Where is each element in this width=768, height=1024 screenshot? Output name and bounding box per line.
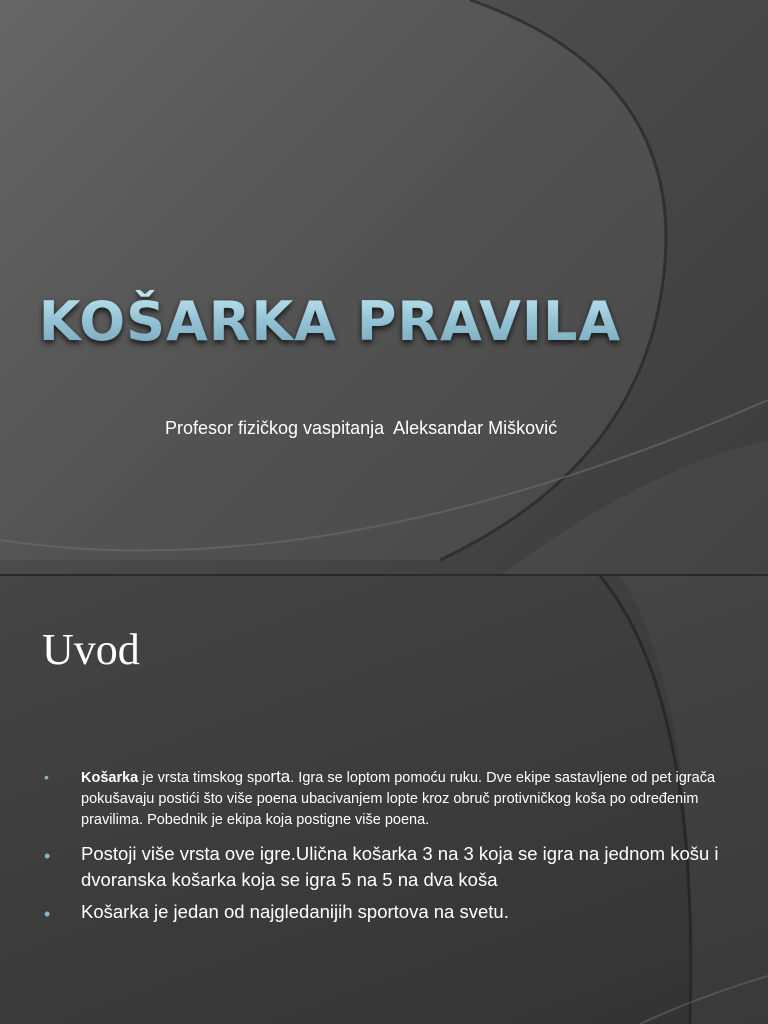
slide-title: KOŠARKA PRAVILA: [0, 290, 660, 353]
bullet-text: . Igra se loptom pomoću ruku. Dve ekipe sastavljene od pet igrača pokušavaju postići što više poena ubacivanjem lopte kroz obruč protivničkog koša po određenim pravilima. Pobednik je ekipa koja postigne više poena.: [81, 770, 716, 828]
bullet-item: [44, 766, 724, 831]
bullet-text: Košarka je jedan od najgledanijih sportova na svetu.: [81, 901, 509, 922]
slide-subtitle: Profesor fizičkog vaspitanja Aleksandar Mišković: [165, 418, 558, 438]
bullet-bold-term: Košarka: [81, 770, 139, 786]
bullet-item: [44, 841, 724, 893]
bullet-text: je vrsta timskog spo: [138, 770, 271, 786]
bullet-list: [44, 766, 724, 925]
bullet-text: Postoji više vrsta ove igre.Ulična košarka 3 na 3 koja se igra na jednom košu i dvoranska košarka koja se igra 5 na 5 na dva koša: [81, 843, 719, 890]
bullet-dot-icon: •: [44, 904, 51, 924]
bullet-dot-icon: •: [44, 846, 51, 866]
bullet-text: rta: [270, 767, 291, 786]
bullet-dot-icon: •: [44, 769, 49, 785]
content-slide: [0, 576, 768, 1024]
bullet-item: [44, 899, 724, 925]
slide-heading: Uvod: [42, 625, 140, 674]
